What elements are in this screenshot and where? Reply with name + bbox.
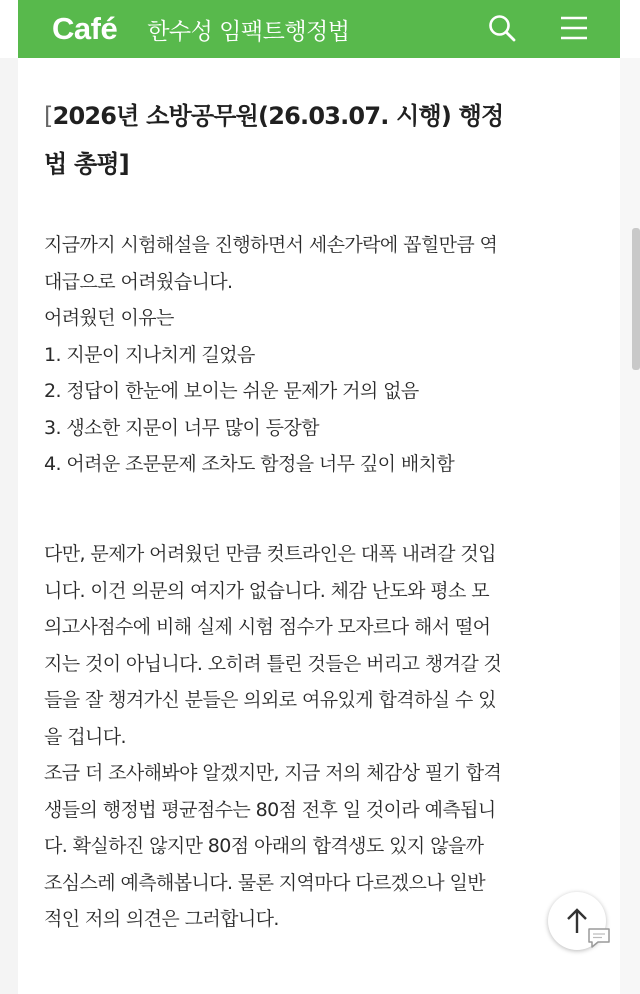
body-line: 의고사점수에 비해 실제 시험 점수가 모자르다 해서 떨어 bbox=[44, 616, 491, 638]
body-line: 지금까지 시험해설을 진행하면서 세손가락에 꼽힐만큼 역 bbox=[44, 234, 498, 256]
body-line: 지는 것이 아닙니다. 오히려 틀린 것들은 버리고 챙겨갈 것 bbox=[44, 652, 502, 675]
search-icon bbox=[487, 13, 517, 43]
title-line-1: 2026년 소방공무원(26.03.07. 시행) 행정 bbox=[52, 102, 504, 130]
left-margin bbox=[0, 58, 18, 994]
body-line: 니다. 이건 의문의 여지가 없습니다. 체감 난도와 평소 모 bbox=[44, 579, 489, 602]
body-line: 다만, 문제가 어려웠던 만큼 컷트라인은 대폭 내려갈 것입 bbox=[44, 543, 496, 565]
list-item: 1. 지문이 지나치게 길었음 bbox=[44, 343, 255, 366]
right-margin bbox=[620, 58, 640, 994]
body-line: 대급으로 어려웠습니다. bbox=[44, 270, 233, 293]
body-line: 어려웠던 이유는 bbox=[44, 307, 174, 329]
body-line: 들을 잘 챙겨가신 분들은 의외로 여유있게 합격하실 수 있 bbox=[44, 689, 496, 711]
list-item: 2. 정답이 한눈에 보이는 쉬운 문제가 거의 없음 bbox=[44, 380, 419, 402]
post-title bbox=[44, 92, 610, 188]
search-button[interactable] bbox=[480, 6, 524, 50]
body-line: 조금 더 조사해봐야 알겠지만, 지금 저의 체감상 필기 합격 bbox=[44, 762, 502, 784]
menu-icon bbox=[559, 15, 589, 41]
post-body-paragraph-2 bbox=[44, 536, 610, 938]
title-bracket: [ bbox=[44, 102, 53, 130]
list-item: 3. 생소한 지문이 너무 많이 등장함 bbox=[44, 416, 319, 439]
body-line: 다. 확실하진 않지만 80점 아래의 합격생도 있지 않을까 bbox=[44, 835, 484, 857]
cafe-name[interactable]: 한수성 임팩트행정법 bbox=[147, 18, 350, 45]
reply-icon[interactable] bbox=[586, 926, 612, 950]
list-item: 4. 어려운 조문문제 조차도 함정을 너무 깊이 배치함 bbox=[44, 453, 455, 475]
menu-button[interactable] bbox=[552, 6, 596, 50]
body-line: 적인 저의 의견은 그러합니다. bbox=[44, 908, 279, 930]
scrollbar-thumb[interactable] bbox=[632, 228, 640, 370]
body-line: 을 겁니다. bbox=[44, 725, 126, 748]
title-line-2: 법 총평] bbox=[44, 150, 129, 178]
cafe-logo[interactable]: Café bbox=[52, 11, 118, 46]
post-body-paragraph-1 bbox=[44, 227, 610, 483]
body-line: 조심스레 예측해봅니다. 물론 지역마다 다르겠으나 일반 bbox=[44, 871, 485, 894]
cafe-header bbox=[18, 0, 620, 58]
body-line: 생들의 행정법 평균점수는 80점 전후 일 것이라 예측됩니 bbox=[44, 798, 496, 821]
